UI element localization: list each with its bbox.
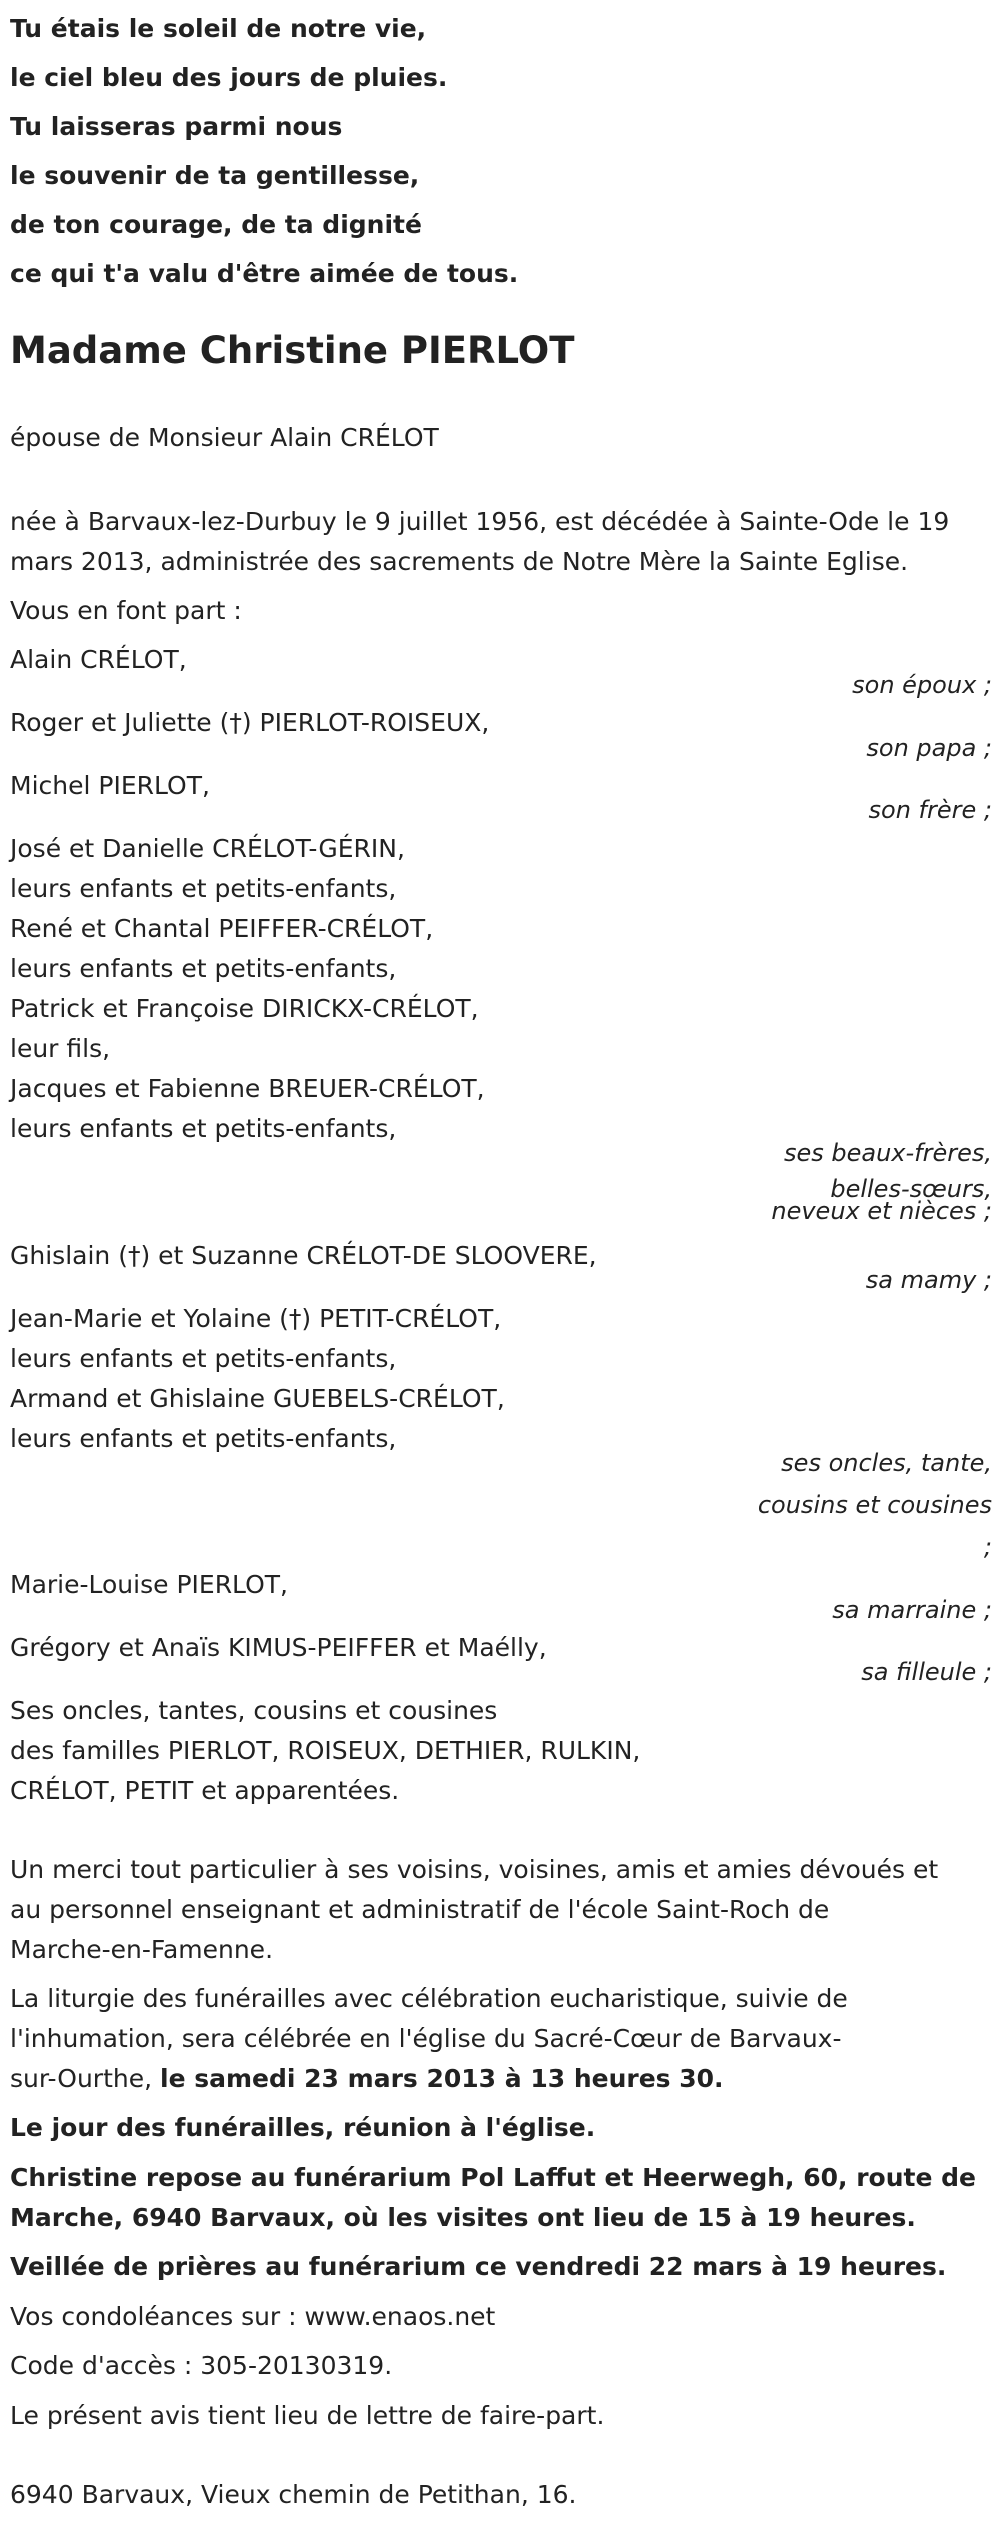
family-member-line: Marie-Louise PIERLOT, bbox=[10, 1570, 288, 1599]
vigil-line: Veillée de prières au funérarium ce vendredi 22 mars à 19 heures. bbox=[10, 2252, 947, 2281]
thanks-line: Un merci tout particulier à ses voisins, voisines, amis et amies dévoués et bbox=[10, 1855, 939, 1884]
relation-line: sa filleule ; bbox=[861, 1658, 992, 1686]
relation-line: cousins et cousines bbox=[757, 1491, 992, 1519]
relation-label bbox=[852, 666, 992, 704]
family-member-line: Alain CRÉLOT, bbox=[10, 645, 187, 674]
family-member-line: leur fils, bbox=[10, 1034, 111, 1063]
spouse-line: épouse de Monsieur Alain CRÉLOT bbox=[10, 423, 439, 452]
reunion-line: Le jour des funérailles, réunion à l'église. bbox=[10, 2113, 596, 2142]
family-member-line: leurs enfants et petits-enfants, bbox=[10, 874, 397, 903]
family-member-line: Armand et Ghislaine GUEBELS-CRÉLOT, bbox=[10, 1384, 505, 1413]
family-member-line: CRÉLOT, PETIT et apparentées. bbox=[10, 1776, 400, 1805]
birth-death-line: née à Barvaux-lez-Durbuy le 9 juillet 1956, est décédée à Sainte-Ode le 19 bbox=[10, 507, 950, 536]
funeral-date: le samedi 23 mars 2013 à 13 heures 30. bbox=[160, 2064, 724, 2093]
deceased-name: Madame Christine PIERLOT bbox=[10, 329, 575, 372]
family-member-line: Jacques et Fabienne BREUER-CRÉLOT, bbox=[10, 1074, 485, 1103]
relation-line: ses beaux-frères, bbox=[783, 1139, 992, 1167]
relation-line: sa mamy ; bbox=[865, 1266, 992, 1294]
relation-label bbox=[866, 729, 992, 767]
relation-line: sa marraine ; bbox=[832, 1596, 992, 1624]
relation-line: ses oncles, tante, bbox=[781, 1449, 992, 1477]
family-member-line: Ghislain (†) et Suzanne CRÉLOT-DE SLOOVERE, bbox=[10, 1241, 597, 1270]
liturgy-line-start: sur-Ourthe, bbox=[10, 2064, 160, 2093]
relation-label bbox=[758, 1444, 992, 1566]
funerarium-line: Christine repose au funérarium Pol Laffut et Heerwegh, 60, route de bbox=[10, 2163, 976, 2192]
liturgy-line bbox=[10, 2059, 724, 2099]
poem-line: Tu laisseras parmi nous bbox=[10, 112, 343, 141]
family-member-line: René et Chantal PEIFFER-CRÉLOT, bbox=[10, 914, 434, 943]
thanks-line: au personnel enseignant et administratif de l'école Saint-Roch de bbox=[10, 1895, 830, 1924]
liturgy-line: l'inhumation, sera célébrée en l'église du Sacré-Cœur de Barvaux- bbox=[10, 2024, 842, 2053]
address-line: 6940 Barvaux, Vieux chemin de Petithan, 16. bbox=[10, 2480, 577, 2509]
family-member-line: Patrick et Françoise DIRICKX-CRÉLOT, bbox=[10, 994, 479, 1023]
poem-line: de ton courage, de ta dignité bbox=[10, 210, 422, 239]
family-member-line: Michel PIERLOT, bbox=[10, 771, 210, 800]
announce-line: Vous en font part : bbox=[10, 596, 242, 625]
poem-line: ce qui t'a valu d'être aimée de tous. bbox=[10, 259, 519, 288]
relation-line: neveux et nièces ; bbox=[771, 1197, 992, 1225]
poem-line: le ciel bleu des jours de pluies. bbox=[10, 63, 448, 92]
relation-label bbox=[866, 1261, 992, 1299]
birth-death-line: mars 2013, administrée des sacrements de Notre Mère la Sainte Eglise. bbox=[10, 547, 909, 576]
family-member-line: Jean-Marie et Yolaine (†) PETIT-CRÉLOT, bbox=[10, 1304, 502, 1333]
access-code-line: Code d'accès : 305-20130319. bbox=[10, 2351, 393, 2380]
relation-line: ; bbox=[983, 1533, 992, 1561]
relation-label bbox=[771, 1134, 992, 1230]
relation-line: son papa ; bbox=[866, 734, 992, 762]
relation-label bbox=[861, 1653, 992, 1691]
poem bbox=[10, 4, 518, 298]
relation-label bbox=[869, 791, 992, 829]
family-member-line: José et Danielle CRÉLOT-GÉRIN, bbox=[10, 834, 405, 863]
thanks-line: Marche-en-Famenne. bbox=[10, 1935, 274, 1964]
funerarium-line: Marche, 6940 Barvaux, où les visites ont lieu de 15 à 19 heures. bbox=[10, 2203, 916, 2232]
liturgy-line: La liturgie des funérailles avec célébration eucharistique, suivie de bbox=[10, 1984, 848, 2013]
family-member-line: Roger et Juliette (†) PIERLOT-ROISEUX, bbox=[10, 708, 490, 737]
family-member-line: leurs enfants et petits-enfants, bbox=[10, 1344, 397, 1373]
family-member-line: leurs enfants et petits-enfants, bbox=[10, 954, 397, 983]
poem-line: Tu étais le soleil de notre vie, bbox=[10, 14, 427, 43]
family-member-line: leurs enfants et petits-enfants, bbox=[10, 1424, 397, 1453]
relation-label bbox=[832, 1591, 992, 1629]
condolences-line: Vos condoléances sur : www.enaos.net bbox=[10, 2302, 496, 2331]
relation-line: son frère ; bbox=[868, 796, 992, 824]
poem-line: le souvenir de ta gentillesse, bbox=[10, 161, 420, 190]
relation-line: son époux ; bbox=[852, 671, 992, 699]
family-member-line: leurs enfants et petits-enfants, bbox=[10, 1114, 397, 1143]
notice-line: Le présent avis tient lieu de lettre de faire-part. bbox=[10, 2401, 605, 2430]
family-member-line: des familles PIERLOT, ROISEUX, DETHIER, RULKIN, bbox=[10, 1736, 641, 1765]
family-member-line: Grégory et Anaïs KIMUS-PEIFFER et Maélly, bbox=[10, 1633, 547, 1662]
relation-line: belles-sœurs, bbox=[830, 1175, 992, 1203]
family-member-line: Ses oncles, tantes, cousins et cousines bbox=[10, 1696, 498, 1725]
